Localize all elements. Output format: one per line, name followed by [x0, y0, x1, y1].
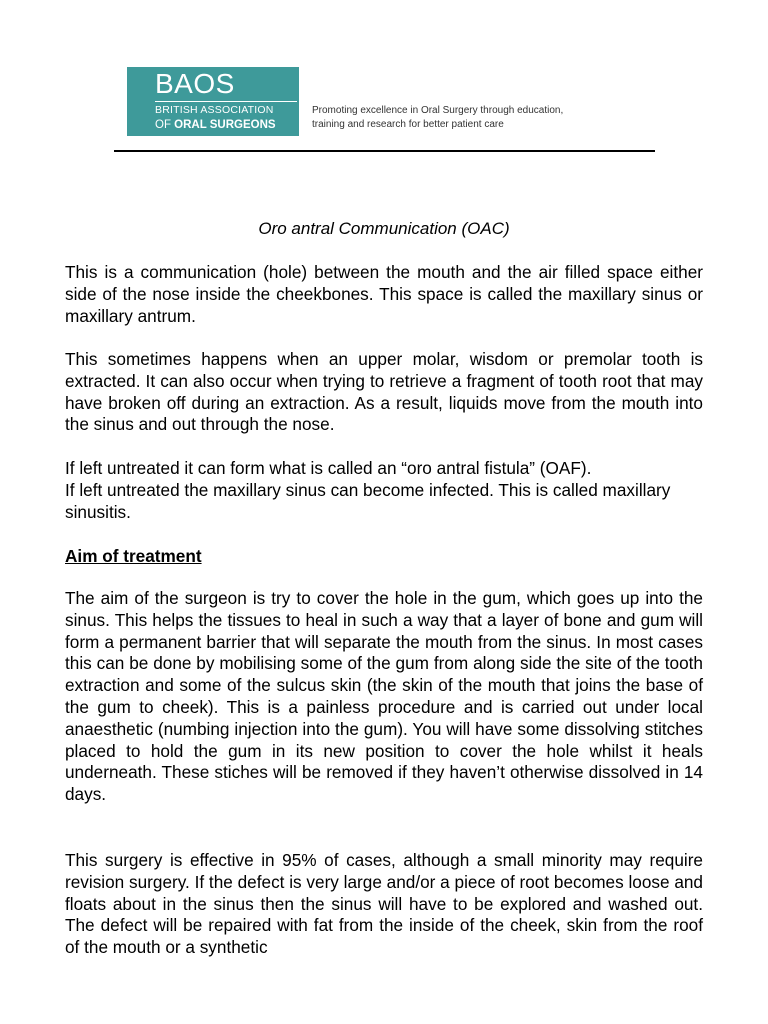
- untreated-line-1: If left untreated it can form what is called an “oro antral fistula” (OAF).: [65, 458, 592, 478]
- document-title: Oro antral Communication (OAC): [258, 219, 510, 238]
- paragraph-untreated: [65, 458, 703, 523]
- logo-divider: [155, 101, 297, 102]
- baos-logo: [127, 67, 299, 136]
- paragraph-causes: This sometimes happens when an upper molar, wisdom or premolar tooth is extracted. It can also occur when trying to retrieve a fragment of tooth root that may have broken off during an extraction. As a result, liquids move from the mouth into the sinus and out through the nose.: [65, 349, 703, 435]
- header-divider: [114, 150, 655, 152]
- tagline-line-2: training and research for better patient care: [312, 119, 504, 130]
- logo-line-2: [155, 118, 276, 132]
- paragraph-definition: This is a communication (hole) between the mouth and the air filled space either side of the nose inside the cheekbones. This space is called the maxillary sinus or maxillary antrum.: [65, 262, 703, 326]
- logo-acronym: BAOS: [155, 68, 235, 99]
- logo-line-1: BRITISH ASSOCIATION: [155, 104, 274, 116]
- untreated-line-2: If left untreated the maxillary sinus can become infected. This is called maxillary sinusitis.: [65, 479, 671, 522]
- logo-line-2-bold: ORAL SURGEONS: [174, 119, 276, 131]
- header-tagline: [312, 104, 563, 132]
- paragraph-effectiveness: This surgery is effective in 95% of cases, although a small minority may require revision surgery. If the defect is very large and/or a piece of root becomes loose and floats about in the sinus then the sinus will have to be explored and washed out. The defect will be repaired with fat from the inside of the cheek, skin from the roof of the mouth or a synthetic: [65, 850, 703, 958]
- logo-line-2-prefix: OF: [155, 119, 175, 131]
- tagline-line-1: Promoting excellence in Oral Surgery through education,: [312, 105, 564, 116]
- aim-of-treatment-heading: Aim of treatment: [65, 546, 202, 566]
- paragraph-aim: The aim of the surgeon is try to cover the hole in the gum, which goes up into the sinus. This helps the tissues to heal in such a way that a layer of bone and gum will form a permanent barrier that will separate the mouth from the sinus. In most cases this can be done by mobilising some of the gum from along side the site of the tooth extraction and some of the sulcus skin (the skin of the mouth that joins the base of the gum to cheek). This is a painless procedure and is carried out under local anaesthetic (numbing injection into the gum). You will have some dissolving stitches placed to hold the gum in its new position to cover the hole whilst it heals underneath. These stiches will be removed if they haven’t otherwise dissolved in 14 days.: [65, 588, 703, 805]
